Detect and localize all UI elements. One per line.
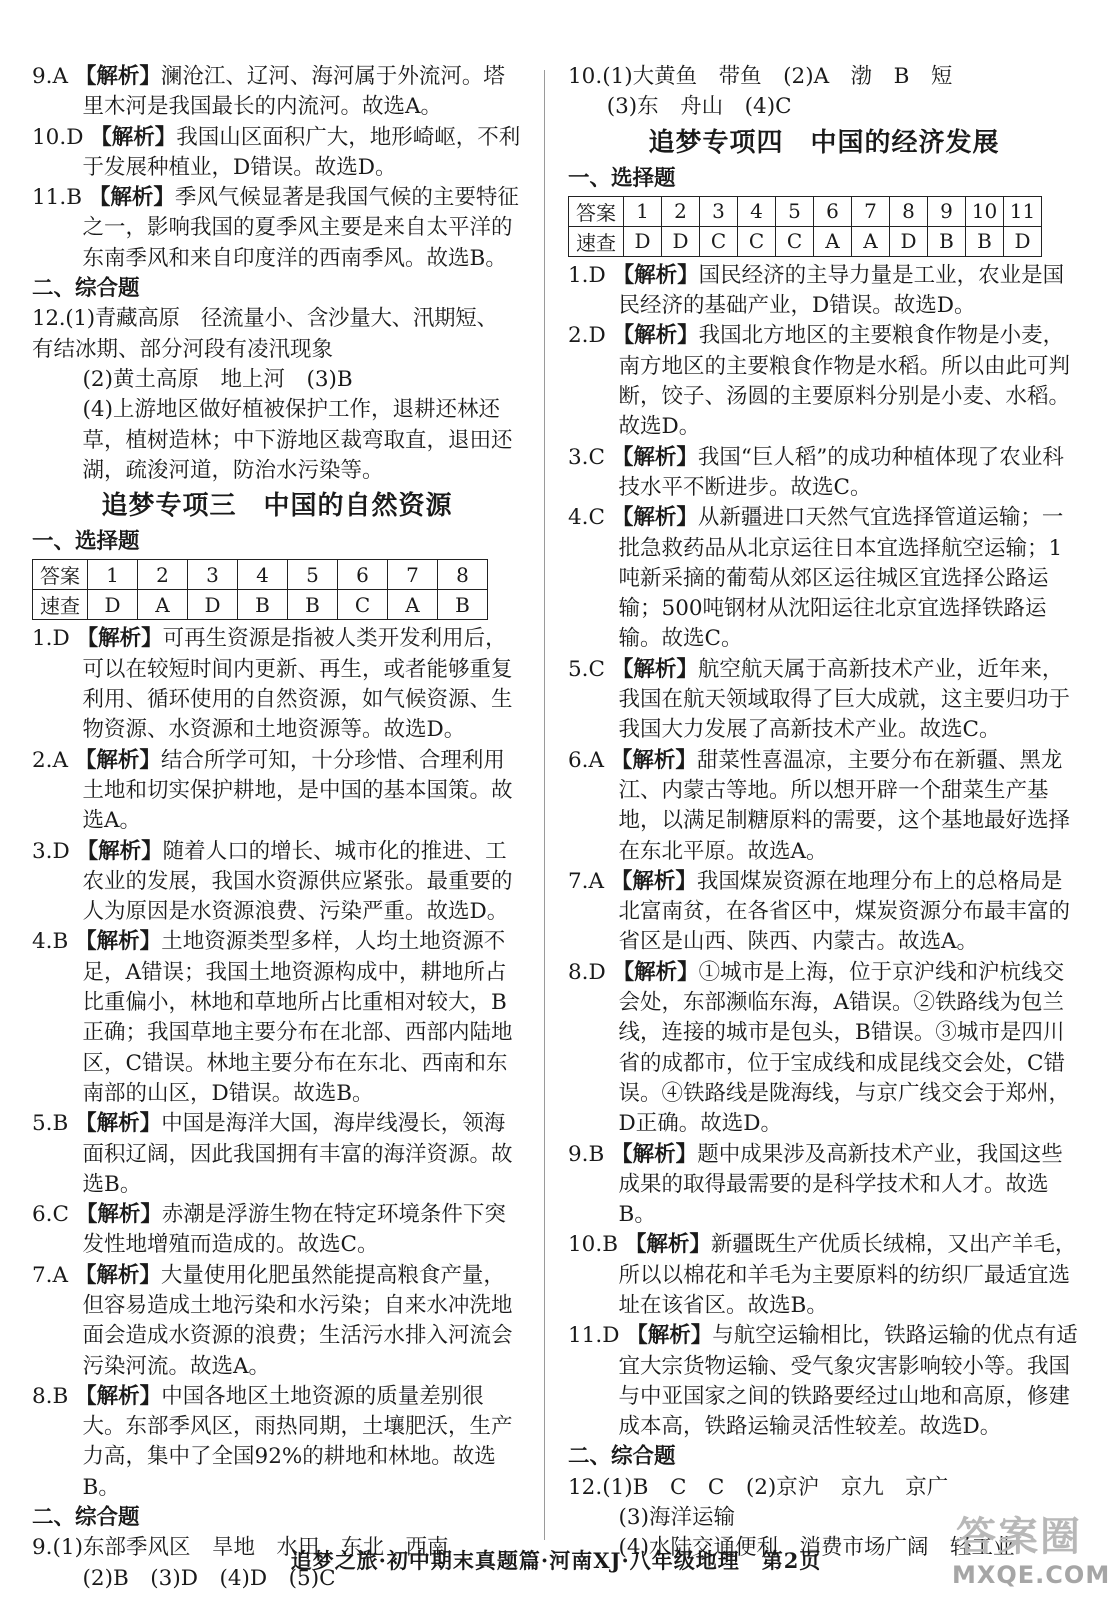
table-cell: C (738, 226, 776, 256)
part3-title: 追梦专项三 中国的自然资源 (101, 491, 453, 522)
q9-line-1: 9.(1)东部季风区 旱地 水田 东北 西南 (32, 1535, 449, 1561)
analysis-text: 中国是海洋大国，海岸线漫长，领海面积辽阔，因此我国拥有丰富的海洋资源。故选B。 (82, 1111, 513, 1197)
table-cell: A (852, 226, 890, 256)
analysis-tag: 【解析】 (74, 747, 161, 773)
table-header-cell: 速查 (569, 226, 624, 256)
explanation-item (568, 261, 1080, 322)
analysis-text: 中国各地区土地资源的质量差别很大。东部季风区，雨热同期，土壤肥沃，生产力高，集中了全国92%的耕地和林地。故选B。 (82, 1383, 513, 1500)
analysis-text: 结合所学可知，十分珍惜、合理利用土地和切实保护耕地，是中国的基本国策。故选A。 (82, 747, 513, 834)
item-number: 11.B (32, 185, 82, 211)
explanation-item (32, 837, 522, 928)
analysis-tag: 【解析】 (624, 1232, 711, 1258)
analysis-tag: 【解析】 (75, 1111, 162, 1137)
table-row (569, 196, 1042, 226)
table-cell: 2 (662, 196, 700, 226)
table-cell: A (388, 590, 438, 620)
right-column (568, 62, 1080, 1564)
analysis-tag: 【解析】 (626, 1323, 713, 1349)
analysis-text: 新疆既生产优质长绒棉，又出产羊毛，所以以棉花和羊毛为主要原料的纺织厂最适宜选址在该省区。故选B。 (618, 1232, 1077, 1318)
part4-title: 追梦专项四 中国的经济发展 (648, 127, 1000, 158)
section-heading: 二、综合题 (32, 1505, 140, 1531)
q10-line-2: (3)东 舟山 (4)C (606, 94, 792, 120)
explanation-item (32, 1382, 522, 1503)
watermark-text: 答案圈 (956, 1514, 1082, 1560)
page-footer: 追梦之旅·初中期末真题篇·河南XJ·八年级地理 第2页 (290, 1548, 822, 1573)
item-number: 6.A (568, 747, 605, 773)
explanation-item (32, 123, 522, 184)
table-cell: D (1004, 226, 1042, 256)
table-row (33, 560, 488, 590)
analysis-tag: 【解析】 (612, 323, 699, 349)
part3-items (32, 624, 522, 1503)
explanation-item (32, 1109, 522, 1200)
q12r-line-1: 12.(1)B C C (2)京沪 京九 京广 (568, 1474, 949, 1500)
analysis-tag: 【解析】 (611, 505, 698, 531)
item-number: 3.C (568, 444, 605, 470)
table-cell: A (814, 226, 852, 256)
item-number: 2.A (32, 747, 69, 773)
table-cell: 1 (88, 560, 138, 590)
item-number: 2.D (568, 323, 606, 349)
table-cell: 6 (338, 560, 388, 590)
analysis-text: 大量使用化肥虽然能提高粮食产量，但容易造成土地污染和水污染；自来水冲洗地面会造成水资源的浪费；生活污水排入河流会污染河流。故选A。 (82, 1262, 513, 1379)
q10-line-1: 10.(1)大黄鱼 带鱼 (2)A 渤 B 短 (568, 64, 953, 89)
table-cell: 10 (966, 196, 1004, 226)
item-number: 8.B (32, 1383, 69, 1409)
analysis-text: 航空航天属于高新技术产业，近年来，我国在航天领域取得了巨大成就，这主要归功于我国大力发展了高新技术产业。故选C。 (618, 656, 1071, 743)
analysis-text: 国民经济的主导力量是工业，农业是国民经济的基础产业，D错误。故选D。 (618, 262, 1065, 319)
analysis-tag: 【解析】 (612, 959, 699, 985)
analysis-tag: 【解析】 (75, 1202, 162, 1228)
explanation-item (568, 867, 1080, 958)
item-number: 1.D (32, 626, 70, 652)
analysis-text: 土地资源类型多样，人均土地资源不足，A错误；我国土地资源构成中，耕地所占比重偏小，林地和草地所占比重相对较大，B正确；我国草地主要分布在北部、西部内陆地区，C错误。林地主要分布在东北、西南和东南部的山区，D错误。故选B。 (82, 929, 513, 1106)
item-number: 3.D (32, 838, 70, 864)
table-cell: D (624, 226, 662, 256)
q12-line-2: 有结冰期、部分河段有凌汛现象 (32, 336, 334, 362)
explanation-item (568, 1321, 1080, 1442)
analysis-tag: 【解析】 (76, 838, 163, 864)
q12r-line-3: (4)水陆交通便利 消费市场广阔 轻工业 (618, 1535, 1015, 1561)
analysis-tag: 【解析】 (74, 1262, 161, 1288)
explanation-item (32, 927, 522, 1109)
table-row (33, 590, 488, 620)
table-cell: 8 (890, 196, 928, 226)
table-cell: 7 (388, 560, 438, 590)
analysis-text: 从新疆进口天然气宜选择管道运输；一批急救药品从北京运往日本宜选择航空运输；1吨新采摘的葡萄从郊区运往城区宜选择公路运输；500吨钢材从沈阳运往北京宜选择铁路运输。故选C。 (618, 505, 1064, 652)
item-number: 7.A (32, 1262, 69, 1288)
explanation-item (568, 1230, 1080, 1321)
table-cell: 11 (1004, 196, 1042, 226)
item-number: 9.A (32, 64, 69, 89)
table-cell: B (288, 590, 338, 620)
explanation-item (568, 958, 1080, 1140)
item-number: 10.B (568, 1232, 618, 1258)
table-cell: 2 (138, 560, 188, 590)
item-number: 5.C (568, 656, 605, 682)
q12r-line-2: (3)海洋运输 (618, 1505, 735, 1531)
item-number: 8.D (568, 959, 606, 985)
table-header-cell: 答案 (33, 560, 88, 590)
section-heading: 二、综合题 (32, 276, 140, 302)
explanation-item (32, 624, 522, 745)
table-cell: 1 (624, 196, 662, 226)
analysis-tag: 【解析】 (612, 262, 699, 288)
table-cell: D (662, 226, 700, 256)
analysis-tag: 【解析】 (611, 444, 698, 470)
table-cell: D (188, 590, 238, 620)
table-cell: C (700, 226, 738, 256)
analysis-tag: 【解析】 (90, 124, 177, 150)
explanation-item (568, 321, 1080, 442)
q12-line-4: (4)上游地区做好植被保护工作，退耕还林还草，植树造林；中下游地区裁弯取直，退田还湖，疏浚河道，防治水污染等。 (82, 397, 513, 483)
explanation-item (568, 746, 1080, 867)
watermark-logo (940, 1505, 1111, 1595)
table-cell: A (138, 590, 188, 620)
item-number: 4.B (32, 929, 69, 955)
table-row (569, 226, 1042, 256)
analysis-text: 与航空运输相比，铁路运输的优点有适宜大宗货物运输、受气象灾害影响较小等。我国与中亚国家之间的铁路要经过山地和高原，修建成本高，铁路运输灵活性较差。故选D。 (618, 1323, 1078, 1440)
table-cell: D (890, 226, 928, 256)
table-cell: 4 (738, 196, 776, 226)
table-cell: B (238, 590, 288, 620)
analysis-tag: 【解析】 (76, 626, 163, 652)
explanation-item (568, 503, 1080, 654)
item-number: 7.A (568, 868, 605, 894)
table-cell: C (776, 226, 814, 256)
table-cell: B (438, 590, 488, 620)
explanation-item (32, 183, 522, 274)
table-cell: 5 (288, 560, 338, 590)
analysis-tag: 【解析】 (88, 185, 175, 211)
table-cell: D (88, 590, 138, 620)
analysis-text: 可再生资源是指被人类开发利用后，可以在较短时间内更新、再生，或者能够重复利用、循环使用的自然资源，如气候资源、生物资源、水资源和土地资源等。故选D。 (82, 626, 513, 743)
watermark-url: MXQE.COM (952, 1561, 1111, 1589)
q12-line-3: (2)黄土高原 地上河 (3)B (82, 366, 353, 392)
analysis-tag: 【解析】 (75, 929, 162, 955)
item-number: 5.B (32, 1111, 69, 1137)
analysis-text: 澜沧江、辽河、海河属于外流河。塔里木河是我国最长的内流河。故选A。 (82, 64, 505, 120)
analysis-tag: 【解析】 (610, 868, 697, 894)
analysis-text: 赤潮是浮游生物在特定环境条件下突发性地增殖而造成的。故选C。 (82, 1202, 506, 1258)
explanation-item (568, 1140, 1080, 1231)
analysis-text: 我国煤炭资源在地理分布上的总格局是北富南贫，在各省区中，煤炭资源分布最丰富的省区是山西、陕西、内蒙古。故选A。 (618, 868, 1071, 955)
table-cell: 8 (438, 560, 488, 590)
part4-items (568, 261, 1080, 1443)
table-cell: B (966, 226, 1004, 256)
table-cell: 4 (238, 560, 288, 590)
analysis-tag: 【解析】 (75, 1383, 162, 1409)
explanation-item (568, 655, 1080, 746)
section-heading: 一、选择题 (568, 165, 676, 191)
table-cell: 5 (776, 196, 814, 226)
analysis-text: ①城市是上海，位于京沪线和沪杭线交会处，东部濒临东海，A错误。②铁路线为包兰线，连接的城市是包头，B错误。③城市是四川省的成都市，位于宝成线和成昆线交会处，C错误。④铁路线是陇海线，与京广线交会于郑州，D正确。故选D。 (618, 959, 1071, 1137)
table-header-cell: 速查 (33, 590, 88, 620)
analysis-tag: 【解析】 (611, 656, 698, 682)
section-heading: 一、选择题 (32, 529, 140, 555)
item-number: 1.D (568, 262, 606, 288)
table-cell: 6 (814, 196, 852, 226)
explanation-item (32, 746, 522, 837)
item-number: 9.B (568, 1141, 605, 1167)
analysis-text: 我国“巨人稻”的成功种植体现了农业科技水平不断进步。故选C。 (618, 444, 1064, 500)
analysis-tag: 【解析】 (74, 64, 161, 89)
column-divider (544, 70, 545, 1540)
analysis-text: 我国山区面积广大，地形崎岖，不利于发展种植业，D错误。故选D。 (82, 124, 521, 180)
table-cell: B (928, 226, 966, 256)
table-cell: 3 (700, 196, 738, 226)
q9-line-2: (2)B (3)D (4)D (5)C (82, 1565, 336, 1591)
table-cell: 9 (928, 196, 966, 226)
analysis-tag: 【解析】 (611, 1141, 698, 1167)
analysis-text: 季风气候显著是我国气候的主要特征之一，影响我国的夏季风主要是来自太平洋的东南季风和来自印度洋的西南季风。故选B。 (82, 185, 519, 271)
left-column (32, 62, 522, 1594)
answer-table-part3 (32, 559, 488, 620)
left-top-items (32, 62, 522, 274)
analysis-tag: 【解析】 (610, 747, 697, 773)
item-number: 6.C (32, 1202, 69, 1228)
analysis-text: 题中成果涉及高新技术产业，我国这些成果的取得最需要的是科学技术和人才。故选B。 (618, 1141, 1063, 1228)
table-cell: 3 (188, 560, 238, 590)
explanation-item (32, 1200, 522, 1261)
item-number: 4.C (568, 505, 605, 531)
section-heading: 二、综合题 (568, 1444, 676, 1470)
answer-table-part4 (568, 196, 1042, 257)
item-number: 11.D (568, 1323, 620, 1349)
item-number: 10.D (32, 124, 84, 150)
table-cell: C (338, 590, 388, 620)
explanation-item (32, 1261, 522, 1382)
table-cell: 7 (852, 196, 890, 226)
analysis-text: 随着人口的增长、城市化的推进、工农业的发展，我国水资源供应紧张。最重要的人为原因是水资源浪费、污染严重。故选D。 (82, 838, 513, 925)
explanation-item (568, 443, 1080, 504)
table-header-cell: 答案 (569, 196, 624, 226)
q12-line-1: 12.(1)青藏高原 径流量小、含沙量大、汛期短、 (32, 306, 498, 332)
analysis-text: 甜菜性喜温凉，主要分布在新疆、黑龙江、内蒙古等地。所以想开辟一个甜菜生产基地，以满足制糖原料的需要，这个基地最好选择在东北平原。故选A。 (618, 747, 1071, 864)
explanation-item (32, 62, 522, 123)
analysis-text: 我国北方地区的主要粮食作物是小麦，南方地区的主要粮食作物是水稻。所以由此可判断，饺子、汤圆的主要原料分别是小麦、水稻。故选D。 (618, 323, 1071, 440)
